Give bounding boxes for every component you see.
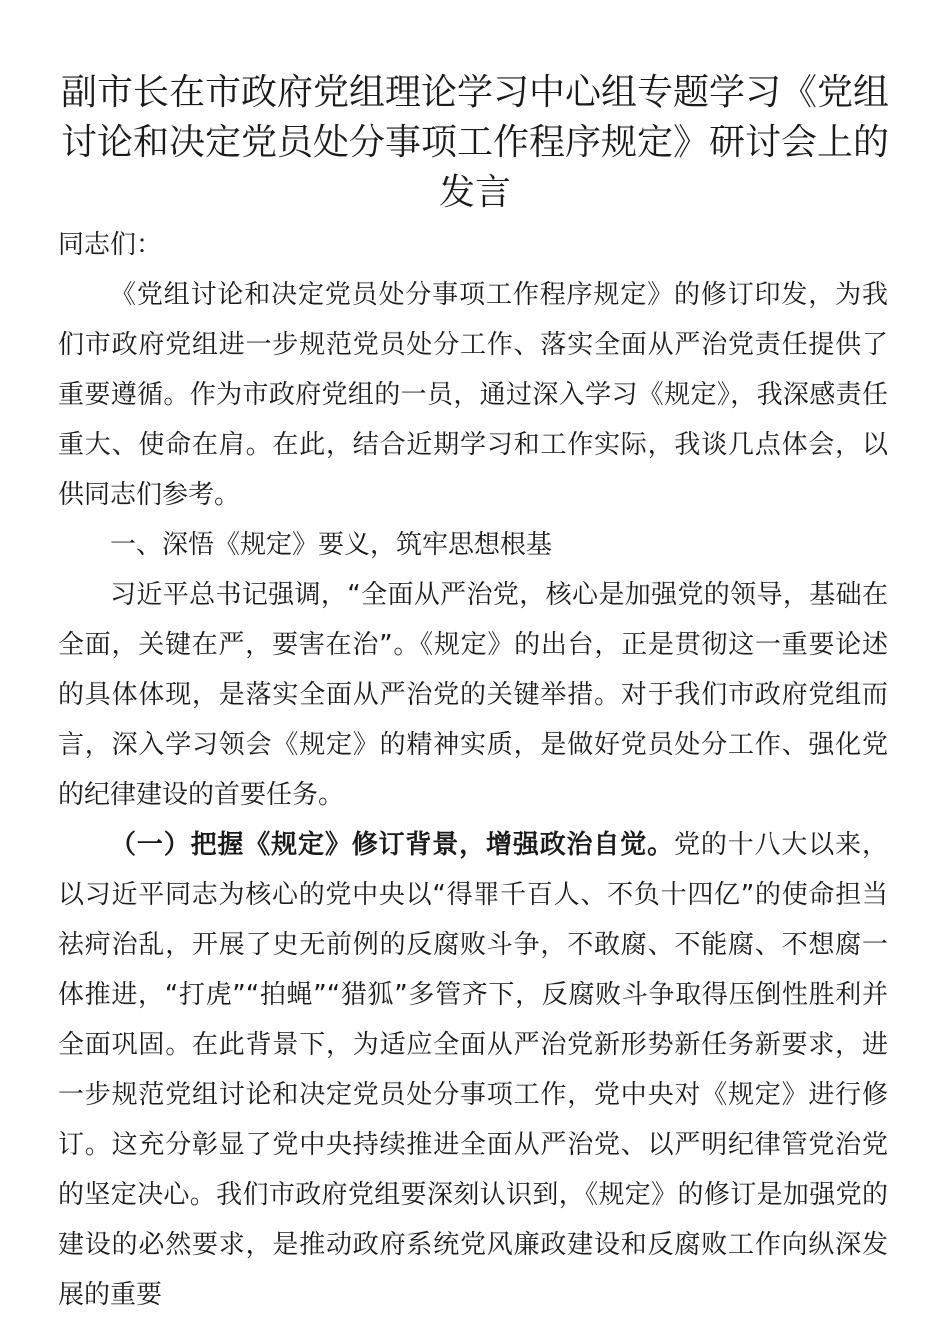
subsection-heading-1: （一）把握《规定》修订背景，增强政治自觉。 bbox=[110, 830, 674, 860]
salutation: 同志们： bbox=[58, 230, 163, 260]
section-paragraph-1: 习近平总书记强调，“全面从严治党，核心是加强党的领导，基础在全面，关键在严，要害在治”。《规定》的出台，正是贯彻这一重要论述的具体体现，是落实全面从严治党的关键举措。对于我们市政府党组而言，深入学习领会《规定》的精神实质，是做好党员处分工作、强化党的纪律建设的首要任务。 bbox=[58, 580, 888, 810]
section-heading-1: 一、深悟《规定》要义，筑牢思想根基 bbox=[110, 530, 553, 560]
subsection-text-1: 党的十八大以来，以习近平同志为核心的党中央以“得罪千百人、不负十四亿”的使命担当祛疴治乱，开展了史无前例的反腐败斗争，不敢腐、不能腐、不想腐一体推进，“打虎”“拍蝇”“猎狐”多管齐下，反腐败斗争取得压倒性胜利并全面巩固。在此背景下，为适应全面从严治党新形势新任务新要求，进一步规范党组讨论和决定党员处分事项工作，党中央对《规定》进行修订。这充分彰显了党中央持续推进全面从严治党、以严明纪律管党治党的坚定决心。我们市政府党组要深刻认识到，《规定》的修订是加强党的建设的必然要求，是推动政府系统党风廉政建设和反腐败工作向纵深发展的重要 bbox=[58, 830, 888, 1310]
intro-paragraph: 《党组讨论和决定党员处分事项工作程序规定》的修订印发，为我们市政府党组进一步规范党员处分工作、落实全面从严治党责任提供了重要遵循。作为市政府党组的一员，通过深入学习《规定》，我深感责任重大、使命在肩。在此，结合近期学习和工作实际，我谈几点体会，以供同志们参考。 bbox=[58, 280, 888, 510]
subsection-paragraph-1 bbox=[58, 820, 888, 1320]
document-title: 副市长在市政府党组理论学习中心组专题学习《党组讨论和决定党员处分事项工作程序规定》研讨会上的发言 bbox=[60, 72, 889, 213]
document-body bbox=[58, 220, 888, 1320]
